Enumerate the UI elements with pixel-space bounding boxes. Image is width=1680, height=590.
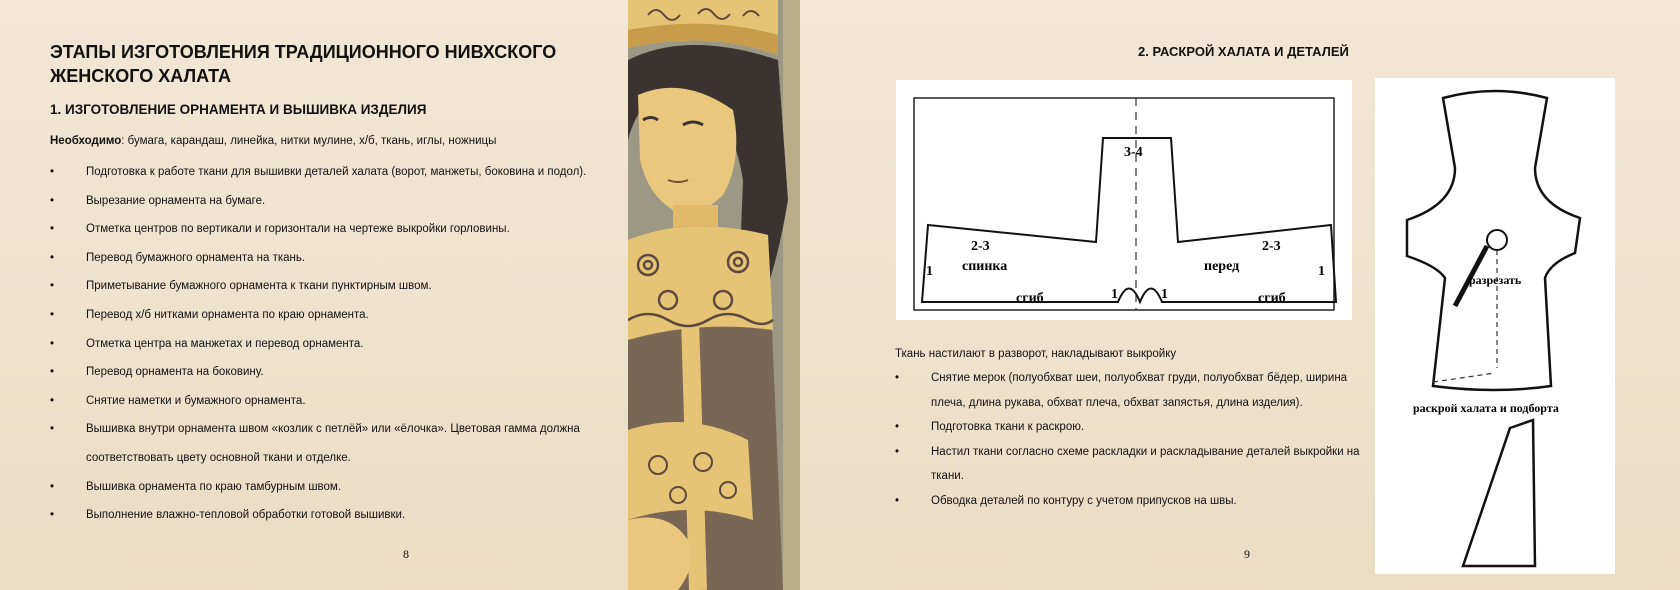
page-number: 9 xyxy=(1244,547,1250,561)
pattern-label-left-shoulder: 2-3 xyxy=(971,239,990,254)
list-item: • Обводка деталей по контуру с учетом припусков на швы. xyxy=(895,489,1365,514)
pattern-label-fold-right: сгиб xyxy=(1258,291,1286,306)
nivkh-woman-illustration xyxy=(628,0,800,590)
pattern-label-top: 3-4 xyxy=(1124,145,1143,160)
materials-needed xyxy=(50,135,496,147)
left-page xyxy=(0,0,628,590)
layout-pattern-diagram xyxy=(896,80,1352,320)
right-page xyxy=(800,0,1680,590)
list-item: • Перевод орнамента на боковину. xyxy=(50,358,620,387)
list-item: • Отметка центров по вертикали и горизонтали на чертеже выкройки горловины. xyxy=(50,215,620,244)
pattern-label-edge-right: 1 xyxy=(1318,264,1325,279)
list-item: • Перевод бумажного орнамента на ткань. xyxy=(50,244,620,273)
pattern-label-center-left: 1 xyxy=(1111,287,1118,302)
pattern-label-fold-left: сгиб xyxy=(1016,291,1044,306)
pattern-label-center-right: 1 xyxy=(1161,287,1168,302)
materials-label: Необходимо xyxy=(50,135,122,147)
cutting-steps-list xyxy=(895,366,1365,513)
page-title: ЭТАПЫ ИЗГОТОВЛЕНИЯ ТРАДИЦИОННОГО НИВХСКОГО ЖЕНСКОГО ХАЛАТА xyxy=(50,42,557,86)
page-number: 8 xyxy=(403,547,409,561)
list-item: • Вырезание орнамента на бумаге. xyxy=(50,187,620,216)
pattern-label-front: перед xyxy=(1204,259,1240,274)
list-item: • Выполнение влажно-тепловой обработки готовой вышивки. xyxy=(50,501,620,530)
list-item: • Вышивка орнамента по краю тамбурным швом. xyxy=(50,473,620,502)
list-item: • Отметка центра на манжетах и перевод орнамента. xyxy=(50,330,620,359)
materials-text: : бумага, карандаш, линейка, нитки мулине, х/б, ткань, иглы, ножницы xyxy=(121,135,497,147)
list-item: • Снятие мерок (полуобхват шеи, полуобхват груди, полуобхват бёдер, ширина плеча, длина рукава, обхват плеча, обхват запястья, длина изделия). xyxy=(895,366,1365,415)
embroidery-steps-list xyxy=(50,158,620,530)
pattern-label-right-shoulder: 2-3 xyxy=(1262,239,1281,254)
pattern-label-back: спинка xyxy=(962,259,1008,274)
cut-label: разрезать xyxy=(1469,273,1522,287)
list-item: • Подготовка ткани к раскрою. xyxy=(895,415,1365,440)
section-title: 2. РАСКРОЙ ХАЛАТА И ДЕТАЛЕЙ xyxy=(1138,44,1349,59)
list-item: • Подготовка к работе ткани для вышивки деталей халата (ворот, манжеты, боковина и подол). xyxy=(50,158,620,187)
robe-cut-pattern-diagram xyxy=(1375,78,1615,574)
list-item: • Снятие наметки и бумажного орнамента. xyxy=(50,387,620,416)
list-item: • Настил ткани согласно схеме раскладки и раскладывание деталей выкройки на ткани. xyxy=(895,440,1365,489)
pattern-label-edge-left: 1 xyxy=(926,264,933,279)
list-item: • Приметывание бумажного орнамента к ткани пунктирным швом. xyxy=(50,272,620,301)
list-item: • Вышивка внутри орнамента швом «козлик с петлёй» или «ёлочка». Цветовая гамма должна соответствовать цвету основной ткани и отделке. xyxy=(50,415,620,472)
list-item: • Перевод х/б нитками орнамента по краю орнамента. xyxy=(50,301,620,330)
section-title: 1. ИЗГОТОВЛЕНИЕ ОРНАМЕНТА И ВЫШИВКА ИЗДЕЛИЯ xyxy=(50,102,427,117)
intro-text: Ткань настилают в разворот, накладывают выкройку xyxy=(895,348,1177,360)
robe-pattern-caption: раскрой халата и подборта xyxy=(1413,401,1559,415)
